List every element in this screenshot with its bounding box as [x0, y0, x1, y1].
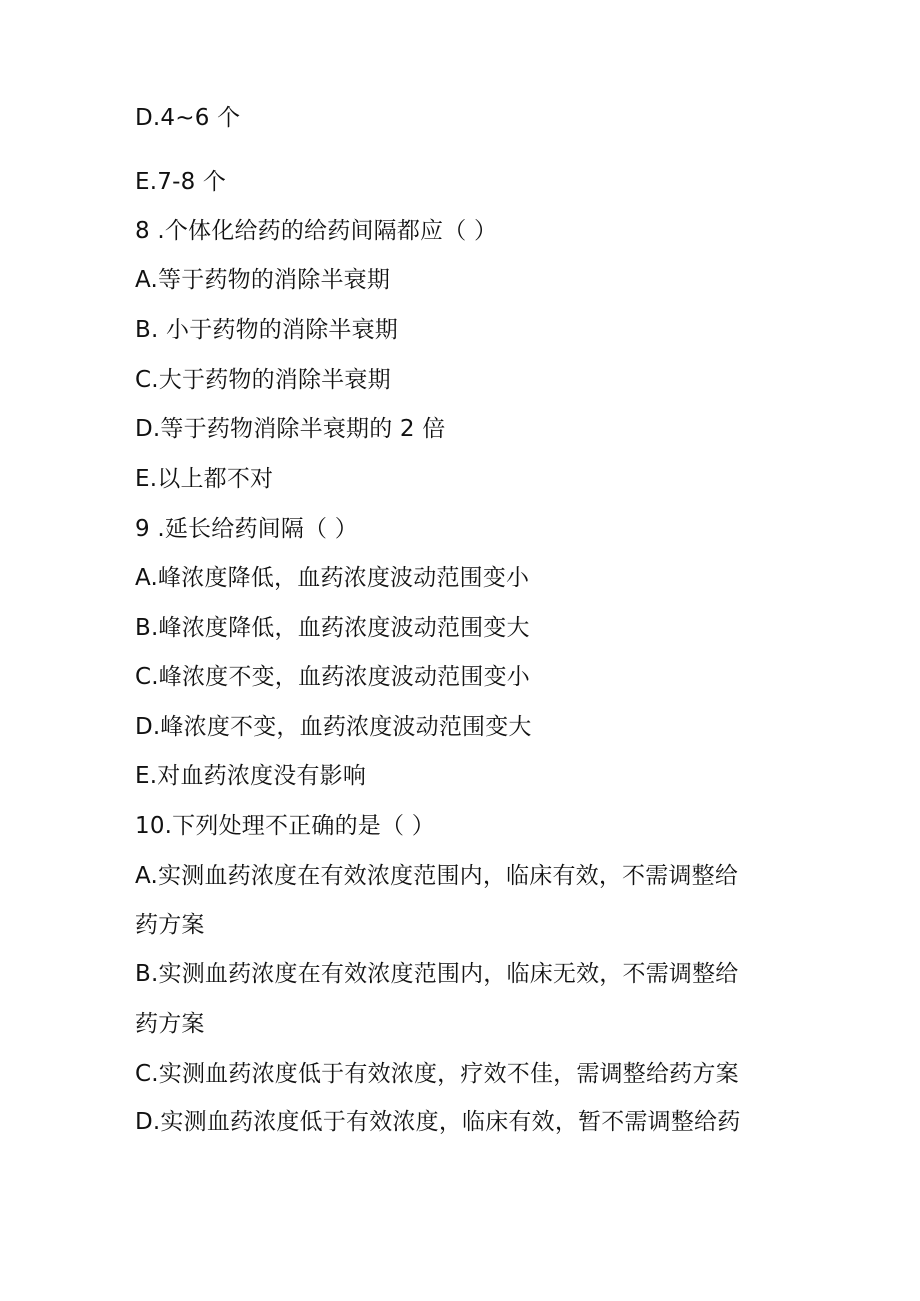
option-d-q9: D.峰浓度不变，血药浓度波动范围变大 — [135, 714, 532, 740]
option-d-q10: D.实测血药浓度低于有效浓度，临床有效，暂不需调整给药 — [135, 1109, 741, 1135]
option-e-q9: E.对血药浓度没有影响 — [135, 763, 367, 789]
option-c-q10: C.实测血药浓度低于有效浓度，疗效不佳，需调整给药方案 — [135, 1061, 739, 1087]
option-a-q10-line1: A.实测血药浓度在有效浓度范围内，临床有效，不需调整给 — [135, 863, 739, 889]
question-10: 10.下列处理不正确的是（ ） — [135, 813, 435, 839]
question-8: 8 .个体化给药的给药间隔都应（ ） — [135, 218, 498, 244]
option-d-q8: D.等于药物消除半衰期的 2 倍 — [135, 416, 446, 442]
option-c-q9: C.峰浓度不变，血药浓度波动范围变小 — [135, 664, 530, 690]
option-b-q8: B. 小于药物的消除半衰期 — [135, 317, 399, 343]
option-a-q10-line2: 药方案 — [135, 912, 205, 938]
option-e-q8: E.以上都不对 — [135, 466, 274, 492]
option-b-q9: B.峰浓度降低，血药浓度波动范围变大 — [135, 615, 530, 641]
question-9: 9 .延长给药间隔（ ） — [135, 516, 358, 542]
option-d-q7: D.4~6 个 — [135, 105, 241, 131]
option-a-q8: A.等于药物的消除半衰期 — [135, 267, 391, 293]
option-e-q7: E.7-8 个 — [135, 169, 227, 195]
option-b-q10-line2: 药方案 — [135, 1011, 205, 1037]
option-b-q10-line1: B.实测血药浓度在有效浓度范围内，临床无效，不需调整给 — [135, 961, 739, 987]
option-c-q8: C.大于药物的消除半衰期 — [135, 367, 391, 393]
option-a-q9: A.峰浓度降低，血药浓度波动范围变小 — [135, 565, 530, 591]
